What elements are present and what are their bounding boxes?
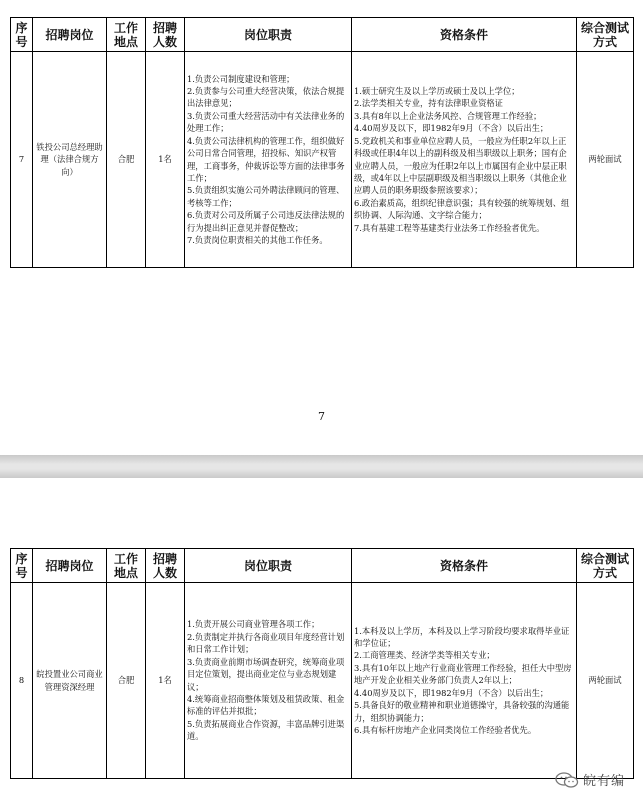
duty-item: 2.负责制定并执行各商业项目年度经营计划和日常工作计划； [187,631,345,655]
requirement-item: 5.党政机关和事业单位应聘人员，一般应为任职2年以上正科级或任职4年以上的副科级及相当职级以上职务；国有企业应聘人员，一般应为任职2年以上市属国有企业中层正职级，或4年以上中层副职级及相当职级以上职务（其他企业应聘人员的职务职级参照该要求）； [354,135,567,196]
page-separator [0,455,643,478]
header-position: 招聘岗位 [33,18,107,52]
duty-item: 2.负责参与公司重大经营决策，依法合规提出法律意见； [187,86,345,109]
duty-item: 3.负责商业前期市场调查研究，统筹商业项目定位策划，提出商业定位与业态规划建议； [187,656,345,692]
requirement-item: 6.具有标杆房地产企业同类岗位工作经验者优先。 [354,724,537,735]
table-row [11,52,634,268]
row-location: 合肥 [107,583,146,779]
requirement-item: 1.硕士研究生及以上学历或硕士及以上学位； [354,86,520,97]
requirement-item: 1.本科及以上学历，本科及以上学习阶段均要求取得毕业证和学位证； [354,625,570,649]
document-page-bottom [0,478,643,799]
row-seq: 8 [11,583,33,779]
row-position: 铁投公司总经理助理（法律合规方向） [33,52,107,268]
header-count: 招聘人数 [146,549,185,583]
recruitment-table-top [10,17,634,268]
requirement-item: 3.具有8年以上企业法务风控、合规管理工作经验； [354,110,542,121]
duty-item: 7.负责岗位职责相关的其他工作任务。 [187,234,328,245]
requirement-item: 2.法学类相关专业，持有法律职业资格证 [354,98,503,109]
header-location: 工作地点 [107,549,146,583]
duty-item: 1.负责公司制度建设和管理； [187,73,295,84]
requirement-item: 4.40周岁及以下，即1982年9月（不含）以后出生； [354,687,549,698]
header-count: 招聘人数 [146,18,185,52]
watermark-text: 皖有编 [582,774,625,789]
row-requirements [352,52,577,268]
duty-item: 1.负责开展公司商业管理各项工作； [187,619,320,630]
header-location: 工作地点 [107,18,146,52]
duty-item: 5.负责组织实施公司外聘法律顾问的管理、考核等工作； [187,185,345,208]
row-method: 两轮面试 [577,52,634,268]
row-location: 合肥 [107,52,146,268]
row-count: 1名 [146,52,185,268]
duty-item: 3.负责公司重大经营活动中有关法律业务的处理工作； [187,110,345,134]
page-number: 7 [318,410,325,423]
watermark [555,770,625,789]
table-header-row [11,549,634,583]
row-duties [185,52,352,268]
header-seq: 序号 [11,549,33,583]
requirement-item: 3.具有10年以上地产行业商业管理工作经验，担任大中型房地产开发企业相关业务部门负责人2年以上； [354,662,572,686]
requirement-item: 2.工商管理类、经济学类等相关专业； [354,650,495,661]
row-count: 1名 [146,583,185,779]
recruitment-table-bottom [10,548,634,779]
table-row [11,583,634,779]
header-method: 综合测试方式 [577,18,634,52]
duty-item: 4.负责公司法律机构的管理工作，组织做好公司日常合同管理，招投标、知识产权管理，工商事务，仲裁诉讼等方面的法律事务工作； [187,135,345,183]
header-requirements: 资格条件 [352,549,577,583]
row-duties [185,583,352,779]
duty-item: 4.统筹商业招商整体策划及租赁政策、租金标准的评估并拟批； [187,693,345,717]
row-method: 两轮面试 [577,583,634,779]
header-method: 综合测试方式 [577,549,634,583]
duty-item: 6.负责对公司及所属子公司违反法律法规的行为提出纠正意见并督促整改； [187,210,345,233]
header-seq: 序号 [11,18,33,52]
header-duties: 岗位职责 [185,18,352,52]
requirement-item: 7.具有基建工程等基建类行业法务工作经验者优先。 [354,222,545,233]
header-position: 招聘岗位 [33,549,107,583]
requirement-item: 6.政治素质高，组织纪律意识强；具有较强的统筹规划、组织协调、人际沟通、文字综合能力； [354,197,570,221]
row-requirements [352,583,577,779]
table-header-row [11,18,634,52]
header-duties: 岗位职责 [185,549,352,583]
row-seq: 7 [11,52,33,268]
requirement-item: 4.40周岁及以下，即1982年9月（不含）以后出生； [354,123,549,134]
duty-item: 5.负责拓展商业合作资源，丰富品牌引进渠道。 [187,718,345,742]
wechat-icon [555,772,579,788]
row-position: 皖投置业公司商业管理资深经理 [33,583,107,779]
requirement-item: 5.具备良好的敬业精神和职业道德操守，具备较强的沟通能力，组织协调能力； [354,700,570,723]
header-requirements: 资格条件 [352,18,577,52]
